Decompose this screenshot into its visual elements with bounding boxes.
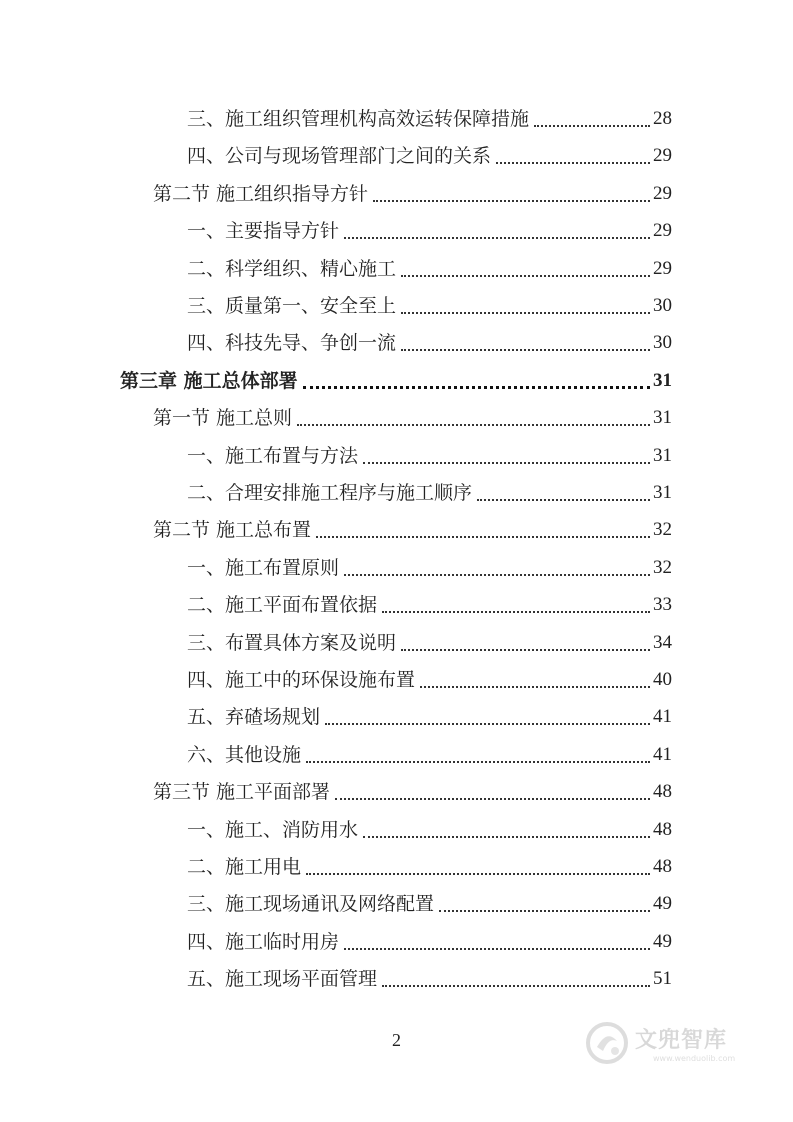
toc-entry-label: 一、施工、消防用水 (187, 818, 359, 841)
toc-entry-page: 33 (653, 594, 672, 616)
toc-entry-item[interactable] (187, 852, 672, 882)
toc-entry-label: 第二节 施工组织指导方针 (153, 182, 369, 205)
toc-leader-dots (401, 348, 650, 351)
toc-leader-dots (534, 124, 650, 127)
toc-entry-item[interactable] (187, 590, 672, 620)
toc-leader-dots (382, 610, 650, 613)
toc-entry-label: 第一节 施工总则 (153, 407, 293, 430)
toc-entry-item[interactable] (187, 889, 672, 919)
toc-entry-page: 40 (653, 669, 672, 690)
page-number: 2 (392, 1030, 401, 1050)
toc-entry-page: 31 (653, 407, 672, 429)
toc-leader-dots (401, 311, 650, 314)
toc-leader-dots (496, 161, 650, 164)
toc-leader-dots (363, 835, 650, 838)
toc-entry-item[interactable] (187, 104, 672, 134)
toc-leader-dots (344, 236, 650, 239)
toc-entry-page: 51 (653, 968, 672, 990)
toc-entry-label: 四、施工临时用房 (187, 930, 340, 953)
watermark (585, 1015, 755, 1071)
toc-entry-item[interactable] (187, 328, 672, 358)
toc-entry-label: 四、公司与现场管理部门之间的关系 (187, 145, 492, 168)
toc-entry-label: 二、科学组织、精心施工 (187, 257, 397, 280)
toc-entry-label: 第二节 施工总布置 (153, 519, 312, 542)
toc-entry-label: 二、施工用电 (187, 856, 302, 878)
toc-entry-label: 第三节 施工平面部署 (153, 781, 331, 804)
toc-leader-dots (477, 498, 650, 501)
toc-leader-dots (325, 722, 650, 725)
toc-leader-dots (382, 984, 650, 987)
toc-entry-label: 一、主要指导方针 (187, 220, 340, 243)
toc-entry-item[interactable] (187, 441, 672, 471)
toc-entry-label: 四、施工中的环保设施布置 (187, 669, 416, 691)
toc-entry-item[interactable] (187, 964, 672, 994)
toc-entry-page: 34 (653, 631, 672, 653)
toc-entry-item[interactable] (187, 927, 672, 957)
toc-entry-item[interactable] (187, 478, 672, 508)
toc-leader-dots (363, 461, 650, 464)
toc-entry-label: 二、施工平面布置依据 (187, 594, 378, 617)
toc-leader-dots (401, 274, 650, 277)
toc-entry-page: 29 (653, 257, 672, 279)
toc-entry-item[interactable] (187, 553, 672, 583)
toc-entry-page: 28 (653, 108, 672, 129)
toc-entry-page: 49 (653, 930, 672, 952)
toc-entry-page: 29 (653, 145, 672, 167)
toc-entry-page: 31 (653, 369, 672, 391)
toc-entry-label: 一、施工布置与方法 (187, 444, 359, 467)
toc-entry-page: 30 (653, 332, 672, 354)
toc-entry-section[interactable] (153, 403, 672, 433)
toc-entry-page: 30 (653, 295, 672, 316)
toc-leader-dots (420, 685, 650, 688)
toc-entry-item[interactable] (187, 254, 672, 284)
toc-entry-item[interactable] (187, 665, 672, 695)
wendu-logo-icon (585, 1021, 629, 1065)
toc-entry-label: 三、施工现场通讯及网络配置 (187, 893, 435, 916)
toc-entry-label: 六、其他设施 (187, 743, 302, 766)
toc-leader-dots (303, 385, 650, 389)
toc-entry-item[interactable] (187, 740, 672, 770)
toc-entry-chapter[interactable] (120, 366, 672, 396)
watermark-url: www.wenduolib.com (653, 1054, 736, 1063)
toc-entry-page: 29 (653, 220, 672, 242)
toc-entry-label: 四、科技先导、争创一流 (187, 332, 397, 355)
toc-entry-label: 一、施工布置原则 (187, 556, 340, 579)
toc-entry-item[interactable] (187, 141, 672, 171)
toc-entry-label: 五、施工现场平面管理 (187, 968, 378, 991)
toc-entry-label: 五、弃碴场规划 (187, 706, 321, 729)
toc-entry-page: 41 (653, 706, 672, 728)
toc-entry-item[interactable] (187, 815, 672, 845)
toc-entry-page: 29 (653, 182, 672, 204)
toc-leader-dots (439, 909, 650, 912)
toc-leader-dots (344, 947, 650, 950)
toc-entry-label: 二、合理安排施工程序与施工顺序 (187, 482, 473, 504)
toc-entry-section[interactable] (153, 179, 672, 209)
toc-entry-page: 41 (653, 743, 672, 765)
toc-entry-section[interactable] (153, 515, 672, 545)
toc-entry-label: 三、质量第一、安全至上 (187, 295, 397, 317)
toc-entry-page: 32 (653, 519, 672, 541)
toc-entry-page: 48 (653, 818, 672, 840)
toc-entry-item[interactable] (187, 628, 672, 658)
toc-entry-label: 第三章 施工总体部署 (120, 369, 298, 392)
toc-leader-dots (373, 199, 650, 202)
watermark-text: 文兜智库 (635, 1028, 728, 1053)
toc-leader-dots (306, 760, 650, 763)
toc-leader-dots (401, 648, 650, 651)
toc-entry-page: 31 (653, 482, 672, 503)
toc-entry-page: 49 (653, 893, 672, 915)
toc-entry-item[interactable] (187, 702, 672, 732)
toc-entry-item[interactable] (187, 216, 672, 246)
toc-leader-dots (335, 797, 650, 800)
toc-entry-label: 三、施工组织管理机构高效运转保障措施 (187, 108, 530, 130)
toc-leader-dots (306, 872, 650, 875)
toc-entry-page: 48 (653, 856, 672, 877)
toc-leader-dots (316, 535, 650, 538)
toc-leader-dots (297, 423, 650, 426)
toc-entry-page: 32 (653, 556, 672, 578)
toc-entry-page: 48 (653, 781, 672, 803)
toc-entry-label: 三、布置具体方案及说明 (187, 631, 397, 654)
toc-entry-item[interactable] (187, 291, 672, 321)
toc-entry-page: 31 (653, 444, 672, 466)
toc-leader-dots (344, 573, 650, 576)
toc-entry-section[interactable] (153, 777, 672, 807)
